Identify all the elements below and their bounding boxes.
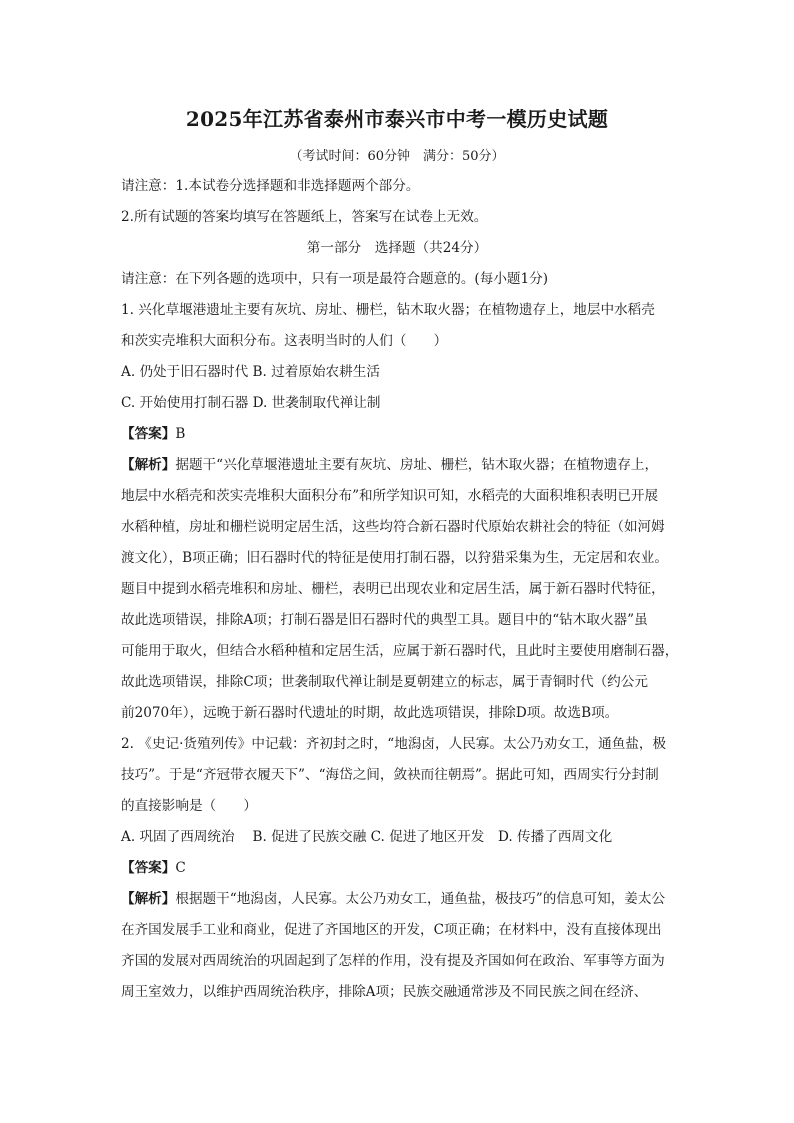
- q2-answer: [121, 858, 186, 878]
- q1-analysis-line: [121, 455, 658, 475]
- q1-analysis-line: 题目中提到水稻壳堆积和房址、栅栏，表明已出现农业和定居生活，属于新石器时代特征，: [121, 581, 665, 597]
- section-note: 请注意：在下列各题的选项中，只有一项是最符合题意的。(每小题1分): [121, 271, 549, 287]
- analysis-label: 【解析】: [121, 891, 176, 907]
- q1-analysis-line: 故此选项错误，排除A项；打制石器是旧石器时代的典型工具。题目中的“钻木取火器”虽: [121, 612, 648, 628]
- q2-analysis-line: 在齐国发展手工业和商业，促进了齐国地区的开发，C项正确；在材料中，没有直接体现出: [121, 922, 662, 938]
- q2-stem-line: 的直接影响是（ ）: [121, 798, 257, 814]
- q1-stem-line: 1. 兴化草堰港遗址主要有灰坑、房址、栅栏，钻木取火器；在植物遗存上，地层中水稻壳: [121, 302, 655, 318]
- answer-value: B: [175, 426, 186, 442]
- q1-stem-line: 和茨实壳堆积大面积分布。这表明当时的人们（ ）: [121, 333, 448, 349]
- q2-option-line: A. 巩固了西周统治 B. 促进了民族交融 C. 促进了地区开发 D. 传播了西周文化: [121, 829, 613, 845]
- q2-analysis-line: 齐国的发展对西周统治的巩固起到了怎样的作用，没有提及齐国如何在政治、军事等方面为: [121, 953, 665, 969]
- answer-label: 【答案】: [121, 860, 176, 876]
- q1-answer: [121, 424, 185, 444]
- q1-analysis-line: 水稻种植，房址和栅栏说明定居生活，这些均符合新石器时代原始农耕社会的特征（如河姆: [121, 519, 665, 535]
- q2-analysis-line: [121, 889, 665, 909]
- q1-analysis-line: 故此选项错误，排除C项；世袭制取代禅让制是夏朝建立的标志，属于青铜时代（约公元: [121, 674, 648, 690]
- q1-option-line: C. 开始使用打制石器 D. 世袭制取代禅让制: [121, 395, 381, 411]
- note-line-2: 2.所有试题的答案均填写在答题纸上，答案写在试卷上无效。: [121, 209, 488, 225]
- section-title: 第一部分 选择题（共24分）: [306, 240, 488, 256]
- analysis-text: 据题干“兴化草堰港遗址主要有灰坑、房址、栅栏，钻木取火器；在植物遗存上，: [175, 457, 659, 473]
- q1-analysis-line: 渡文化），B项正确；旧石器时代的特征是使用打制石器，以狩猎采集为生，无定居和农业。: [121, 550, 668, 566]
- exam-info: （考试时间：60分钟 满分：50分）: [289, 149, 505, 164]
- q1-option-line: A. 仍处于旧石器时代 B. 过着原始农耕生活: [121, 364, 380, 380]
- q1-analysis-line: 前2070年），远晚于新石器时代遗址的时期，故此选项错误，排除D项。故选B项。: [121, 705, 619, 721]
- q1-analysis-line: 地层中水稻壳和茨实壳堆积大面积分布”和所学知识可知，水稻壳的大面积堆积表明已开展: [121, 488, 659, 504]
- answer-value: C: [175, 860, 186, 876]
- q1-analysis-line: 可能用于取火，但结合水稻种植和定居生活，应属于新石器时代，且此时主要使用磨制石器，: [121, 643, 679, 659]
- answer-label: 【答案】: [121, 426, 176, 442]
- q2-analysis-line: 周王室效力，以维护西周统治秩序，排除A项；民族交融通常涉及不同民族之间在经济、: [121, 984, 648, 1000]
- note-line-1: 请注意：1.本试卷分选择题和非选择题两个部分。: [121, 178, 420, 194]
- q2-stem-line: 2. 《史记·货殖列传》中记载：齐初封之时，“地潟卤，人民寡。太公乃劝女工，通鱼盐，极: [121, 736, 667, 752]
- analysis-label: 【解析】: [121, 457, 176, 473]
- analysis-text: 根据题干“地潟卤，人民寡。太公乃劝女工，通鱼盐，极技巧”的信息可知，姜太公: [175, 891, 666, 907]
- page-title: 2025年江苏省泰州市泰兴市中考一模历史试题: [185, 107, 609, 131]
- q2-stem-line: 技巧”。于是“齐冠带衣履天下”、“海岱之间，敛袂而往朝焉”。据此可知，西周实行分封制: [121, 767, 659, 783]
